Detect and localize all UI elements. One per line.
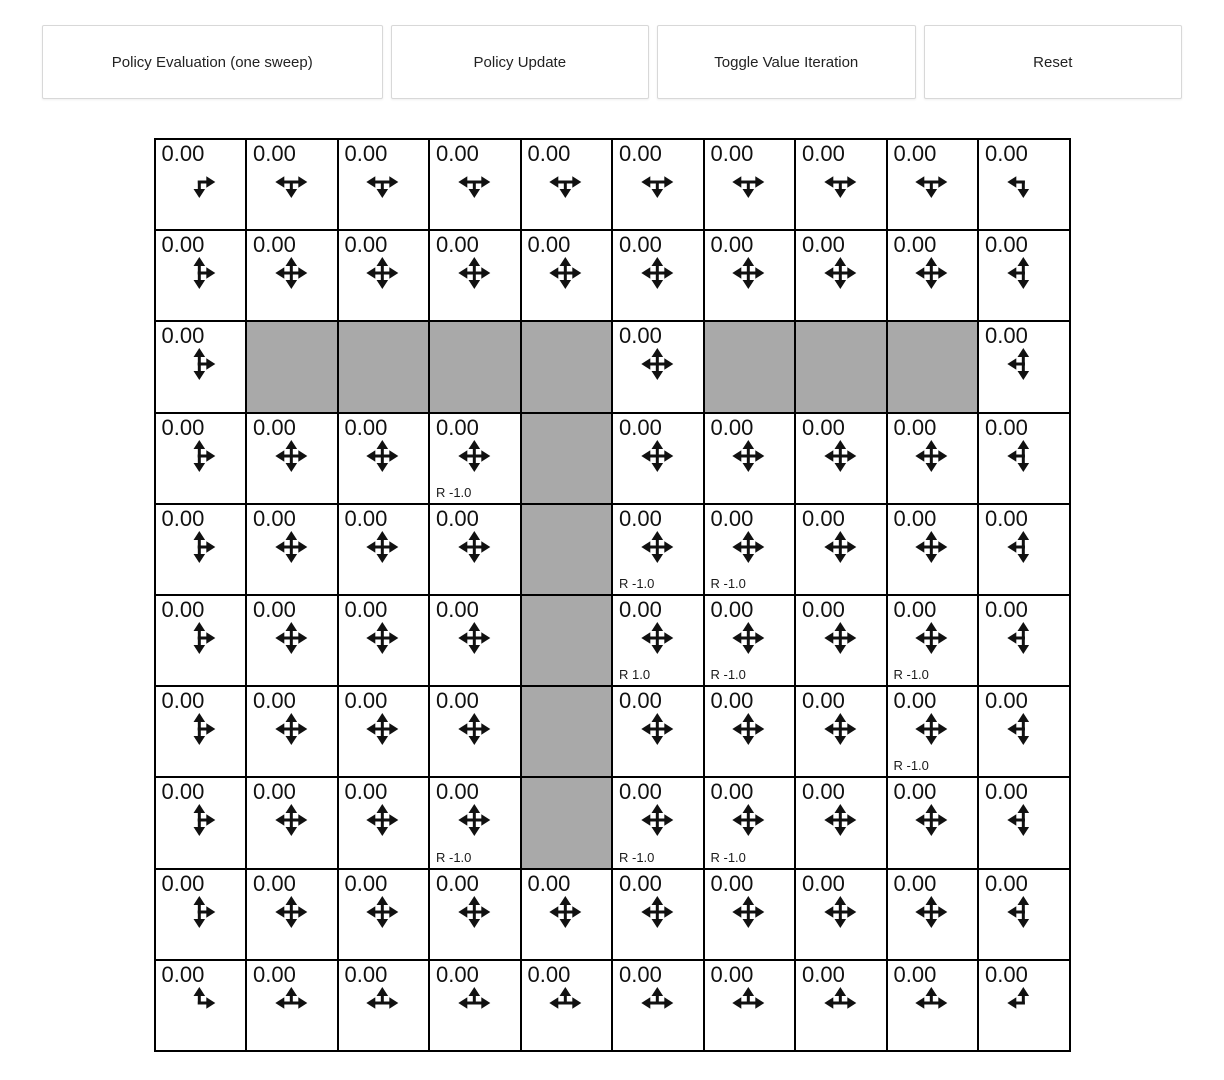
state-value: 0.00 <box>985 414 1028 440</box>
state-cell <box>796 870 886 959</box>
wall-cell <box>796 322 886 411</box>
state-value: 0.00 <box>436 961 479 987</box>
policy-arrows-icon <box>366 621 400 655</box>
state-cell <box>613 870 703 959</box>
policy-arrows-icon <box>183 712 217 746</box>
policy-arrows-icon <box>732 256 766 290</box>
state-cell <box>339 870 429 959</box>
state-value: 0.00 <box>619 414 662 440</box>
state-cell <box>430 596 520 685</box>
state-cell <box>156 140 246 229</box>
state-cell <box>888 778 978 867</box>
state-cell <box>796 231 886 320</box>
state-cell <box>705 961 795 1050</box>
state-cell <box>247 231 337 320</box>
state-value: 0.00 <box>253 779 296 805</box>
state-cell <box>979 231 1069 320</box>
state-cell <box>613 414 703 503</box>
state-value: 0.00 <box>802 688 845 714</box>
state-value: 0.00 <box>253 141 296 166</box>
state-value: 0.00 <box>802 141 845 166</box>
state-cell <box>613 322 703 411</box>
state-cell <box>247 687 337 776</box>
state-cell <box>156 870 246 959</box>
state-value: 0.00 <box>344 961 388 987</box>
state-value: 0.00 <box>710 505 754 531</box>
policy-arrows-icon <box>915 165 949 199</box>
state-cell <box>888 414 978 503</box>
state-cell <box>613 231 703 320</box>
state-value: 0.00 <box>344 870 388 896</box>
policy-arrows-icon <box>274 165 308 199</box>
policy-arrows-icon <box>732 165 766 199</box>
toggle-value-iteration-button[interactable]: Toggle Value Iteration <box>657 25 915 99</box>
state-cell <box>705 870 795 959</box>
policy-arrows-icon <box>1006 986 1040 1020</box>
state-cell <box>339 961 429 1050</box>
state-cell <box>613 687 703 776</box>
state-value: 0.00 <box>985 141 1028 166</box>
state-value: 0.00 <box>710 232 754 258</box>
wall-cell <box>888 322 978 411</box>
state-cell <box>979 322 1069 411</box>
state-value: 0.00 <box>436 232 479 258</box>
state-value: 0.00 <box>161 505 205 531</box>
gridworld <box>154 138 1071 1052</box>
policy-arrows-icon <box>457 895 491 929</box>
state-cell <box>796 414 886 503</box>
state-cell <box>979 140 1069 229</box>
state-value: 0.00 <box>985 688 1028 714</box>
state-cell <box>522 870 612 959</box>
policy-arrows-icon <box>183 803 217 837</box>
policy-arrows-icon <box>549 165 583 199</box>
state-value: 0.00 <box>893 779 937 805</box>
wall-cell <box>522 414 612 503</box>
reward-label: R -1.0 <box>619 575 655 591</box>
state-cell <box>247 505 337 594</box>
state-cell <box>705 414 795 503</box>
reward-label: R -1.0 <box>893 758 929 774</box>
policy-arrows-icon <box>457 621 491 655</box>
state-value: 0.00 <box>436 141 479 166</box>
policy-arrows-icon <box>640 712 674 746</box>
policy-arrows-icon <box>640 895 674 929</box>
wall-cell <box>705 322 795 411</box>
policy-arrows-icon <box>732 530 766 564</box>
state-cell <box>430 870 520 959</box>
state-value: 0.00 <box>344 688 388 714</box>
state-cell <box>888 687 978 776</box>
policy-evaluation-button[interactable]: Policy Evaluation (one sweep) <box>42 25 383 99</box>
policy-arrows-icon <box>183 986 217 1020</box>
state-cell <box>888 231 978 320</box>
wall-cell <box>522 687 612 776</box>
state-cell <box>705 778 795 867</box>
policy-arrows-icon <box>183 530 217 564</box>
policy-arrows-icon <box>823 530 857 564</box>
wall-cell <box>247 322 337 411</box>
state-cell <box>430 961 520 1050</box>
state-cell <box>339 231 429 320</box>
state-cell <box>796 961 886 1050</box>
state-value: 0.00 <box>253 596 296 622</box>
state-value: 0.00 <box>802 232 845 258</box>
policy-arrows-icon <box>549 986 583 1020</box>
state-cell <box>888 505 978 594</box>
policy-arrows-icon <box>274 530 308 564</box>
wall-cell <box>522 778 612 867</box>
state-value: 0.00 <box>253 232 296 258</box>
toolbar <box>42 25 1182 99</box>
policy-arrows-icon <box>457 439 491 473</box>
state-value: 0.00 <box>527 141 571 166</box>
policy-arrows-icon <box>274 621 308 655</box>
state-cell <box>522 961 612 1050</box>
state-value: 0.00 <box>161 870 205 896</box>
state-value: 0.00 <box>161 596 205 622</box>
state-cell <box>796 140 886 229</box>
state-value: 0.00 <box>344 596 388 622</box>
state-value: 0.00 <box>527 232 571 258</box>
policy-arrows-icon <box>274 803 308 837</box>
state-value: 0.00 <box>710 141 754 166</box>
state-value: 0.00 <box>893 141 937 166</box>
state-cell <box>247 140 337 229</box>
state-value: 0.00 <box>802 779 845 805</box>
policy-arrows-icon <box>823 256 857 290</box>
state-cell <box>156 596 246 685</box>
state-cell <box>522 231 612 320</box>
state-value: 0.00 <box>985 232 1028 258</box>
state-cell <box>339 140 429 229</box>
state-value: 0.00 <box>436 870 479 896</box>
policy-arrows-icon <box>640 986 674 1020</box>
state-value: 0.00 <box>436 779 479 805</box>
policy-arrows-icon <box>1006 712 1040 746</box>
state-value: 0.00 <box>619 596 662 622</box>
reward-label: R -1.0 <box>710 667 746 683</box>
policy-arrows-icon <box>274 439 308 473</box>
policy-arrows-icon <box>1006 347 1040 381</box>
policy-arrows-icon <box>1006 530 1040 564</box>
policy-arrows-icon <box>732 621 766 655</box>
state-value: 0.00 <box>436 596 479 622</box>
state-value: 0.00 <box>436 505 479 531</box>
policy-arrows-icon <box>366 439 400 473</box>
wall-cell <box>339 322 429 411</box>
state-value: 0.00 <box>161 232 205 258</box>
state-value: 0.00 <box>985 505 1028 531</box>
policy-arrows-icon <box>1006 621 1040 655</box>
state-cell <box>705 596 795 685</box>
policy-arrows-icon <box>823 895 857 929</box>
policy-arrows-icon <box>640 165 674 199</box>
state-value: 0.00 <box>893 870 937 896</box>
policy-arrows-icon <box>823 621 857 655</box>
wall-cell <box>430 322 520 411</box>
state-cell <box>979 596 1069 685</box>
state-cell <box>705 140 795 229</box>
state-cell <box>613 140 703 229</box>
state-cell <box>339 414 429 503</box>
state-value: 0.00 <box>710 414 754 440</box>
policy-arrows-icon <box>549 895 583 929</box>
policy-arrows-icon <box>915 895 949 929</box>
state-cell <box>796 778 886 867</box>
state-value: 0.00 <box>802 596 845 622</box>
state-value: 0.00 <box>161 414 205 440</box>
state-value: 0.00 <box>527 870 571 896</box>
state-cell <box>796 687 886 776</box>
state-cell <box>979 961 1069 1050</box>
policy-arrows-icon <box>915 803 949 837</box>
state-cell <box>430 505 520 594</box>
policy-arrows-icon <box>183 347 217 381</box>
state-cell <box>979 414 1069 503</box>
state-value: 0.00 <box>527 961 571 987</box>
policy-arrows-icon <box>549 256 583 290</box>
state-value: 0.00 <box>619 688 662 714</box>
state-value: 0.00 <box>253 961 296 987</box>
state-cell <box>156 505 246 594</box>
state-value: 0.00 <box>619 779 662 805</box>
state-value: 0.00 <box>985 323 1028 349</box>
policy-arrows-icon <box>732 439 766 473</box>
state-value: 0.00 <box>619 961 662 987</box>
policy-arrows-icon <box>640 621 674 655</box>
state-cell <box>430 140 520 229</box>
state-value: 0.00 <box>893 688 937 714</box>
reward-label: R -1.0 <box>710 575 746 591</box>
policy-arrows-icon <box>823 165 857 199</box>
state-value: 0.00 <box>161 141 205 166</box>
state-value: 0.00 <box>619 870 662 896</box>
policy-arrows-icon <box>1006 256 1040 290</box>
state-value: 0.00 <box>161 688 205 714</box>
state-value: 0.00 <box>253 505 296 531</box>
policy-arrows-icon <box>823 803 857 837</box>
wall-cell <box>522 322 612 411</box>
wall-cell <box>522 505 612 594</box>
state-value: 0.00 <box>619 323 662 349</box>
state-value: 0.00 <box>893 505 937 531</box>
policy-arrows-icon <box>915 712 949 746</box>
reward-label: R -1.0 <box>436 484 472 500</box>
state-value: 0.00 <box>985 779 1028 805</box>
policy-arrows-icon <box>366 256 400 290</box>
state-value: 0.00 <box>802 870 845 896</box>
policy-arrows-icon <box>457 530 491 564</box>
policy-arrows-icon <box>1006 895 1040 929</box>
state-cell <box>705 687 795 776</box>
state-value: 0.00 <box>619 232 662 258</box>
state-value: 0.00 <box>161 961 205 987</box>
state-value: 0.00 <box>893 961 937 987</box>
state-cell <box>613 596 703 685</box>
policy-arrows-icon <box>457 986 491 1020</box>
state-value: 0.00 <box>253 688 296 714</box>
policy-arrows-icon <box>274 712 308 746</box>
policy-arrows-icon <box>732 895 766 929</box>
state-value: 0.00 <box>161 323 205 349</box>
policy-arrows-icon <box>1006 803 1040 837</box>
state-value: 0.00 <box>710 779 754 805</box>
state-cell <box>979 687 1069 776</box>
state-value: 0.00 <box>710 688 754 714</box>
policy-arrows-icon <box>1006 165 1040 199</box>
state-cell <box>339 778 429 867</box>
policy-update-button[interactable]: Policy Update <box>391 25 649 99</box>
policy-arrows-icon <box>183 621 217 655</box>
policy-arrows-icon <box>274 256 308 290</box>
policy-arrows-icon <box>366 895 400 929</box>
policy-arrows-icon <box>823 712 857 746</box>
state-value: 0.00 <box>710 870 754 896</box>
policy-arrows-icon <box>640 256 674 290</box>
policy-arrows-icon <box>732 712 766 746</box>
state-value: 0.00 <box>985 870 1028 896</box>
state-cell <box>156 322 246 411</box>
state-cell <box>156 414 246 503</box>
reward-label: R -1.0 <box>893 667 929 683</box>
policy-arrows-icon <box>640 530 674 564</box>
state-cell <box>156 778 246 867</box>
policy-arrows-icon <box>823 986 857 1020</box>
state-value: 0.00 <box>253 870 296 896</box>
policy-arrows-icon <box>366 803 400 837</box>
state-value: 0.00 <box>344 414 388 440</box>
state-cell <box>613 778 703 867</box>
policy-arrows-icon <box>183 439 217 473</box>
policy-arrows-icon <box>823 439 857 473</box>
policy-arrows-icon <box>183 895 217 929</box>
state-value: 0.00 <box>893 596 937 622</box>
state-cell <box>979 778 1069 867</box>
state-value: 0.00 <box>802 961 845 987</box>
state-cell <box>613 961 703 1050</box>
state-value: 0.00 <box>985 961 1028 987</box>
state-cell <box>156 687 246 776</box>
state-value: 0.00 <box>710 596 754 622</box>
state-cell <box>247 414 337 503</box>
state-value: 0.00 <box>344 232 388 258</box>
state-cell <box>247 596 337 685</box>
policy-arrows-icon <box>640 439 674 473</box>
policy-arrows-icon <box>732 803 766 837</box>
policy-arrows-icon <box>274 895 308 929</box>
state-cell <box>613 505 703 594</box>
state-value: 0.00 <box>344 779 388 805</box>
state-value: 0.00 <box>344 505 388 531</box>
reward-label: R -1.0 <box>436 849 472 865</box>
state-cell <box>705 231 795 320</box>
state-value: 0.00 <box>161 779 205 805</box>
policy-arrows-icon <box>732 986 766 1020</box>
state-cell <box>339 687 429 776</box>
state-cell <box>888 870 978 959</box>
policy-arrows-icon <box>915 986 949 1020</box>
policy-arrows-icon <box>274 986 308 1020</box>
state-cell <box>979 505 1069 594</box>
policy-arrows-icon <box>640 803 674 837</box>
state-cell <box>522 140 612 229</box>
state-cell <box>156 961 246 1050</box>
state-value: 0.00 <box>802 414 845 440</box>
state-value: 0.00 <box>802 505 845 531</box>
state-cell <box>430 231 520 320</box>
state-value: 0.00 <box>436 688 479 714</box>
policy-arrows-icon <box>640 347 674 381</box>
reset-button[interactable]: Reset <box>924 25 1182 99</box>
state-cell <box>796 596 886 685</box>
state-value: 0.00 <box>619 141 662 166</box>
policy-arrows-icon <box>915 256 949 290</box>
state-value: 0.00 <box>985 596 1028 622</box>
state-cell <box>247 961 337 1050</box>
policy-arrows-icon <box>1006 439 1040 473</box>
state-value: 0.00 <box>619 505 662 531</box>
state-cell <box>247 870 337 959</box>
policy-arrows-icon <box>366 530 400 564</box>
policy-arrows-icon <box>366 986 400 1020</box>
policy-arrows-icon <box>457 712 491 746</box>
policy-arrows-icon <box>457 803 491 837</box>
policy-arrows-icon <box>915 621 949 655</box>
state-cell <box>430 687 520 776</box>
policy-arrows-icon <box>915 439 949 473</box>
policy-arrows-icon <box>183 256 217 290</box>
state-value: 0.00 <box>253 414 296 440</box>
state-value: 0.00 <box>436 414 479 440</box>
state-value: 0.00 <box>893 414 937 440</box>
state-value: 0.00 <box>710 961 754 987</box>
reward-label: R -1.0 <box>619 849 655 865</box>
state-cell <box>796 505 886 594</box>
state-cell <box>888 140 978 229</box>
policy-arrows-icon <box>183 165 217 199</box>
state-value: 0.00 <box>893 232 937 258</box>
policy-arrows-icon <box>457 165 491 199</box>
state-cell <box>888 596 978 685</box>
state-cell <box>430 778 520 867</box>
reward-label: R 1.0 <box>619 667 651 683</box>
state-cell <box>247 778 337 867</box>
policy-arrows-icon <box>457 256 491 290</box>
state-cell <box>888 961 978 1050</box>
wall-cell <box>522 596 612 685</box>
reward-label: R -1.0 <box>710 849 746 865</box>
state-cell <box>156 231 246 320</box>
policy-arrows-icon <box>366 165 400 199</box>
state-cell <box>979 870 1069 959</box>
state-cell <box>339 505 429 594</box>
policy-arrows-icon <box>915 530 949 564</box>
state-cell <box>705 505 795 594</box>
state-value: 0.00 <box>344 141 388 166</box>
state-cell <box>339 596 429 685</box>
state-cell <box>430 414 520 503</box>
policy-arrows-icon <box>366 712 400 746</box>
